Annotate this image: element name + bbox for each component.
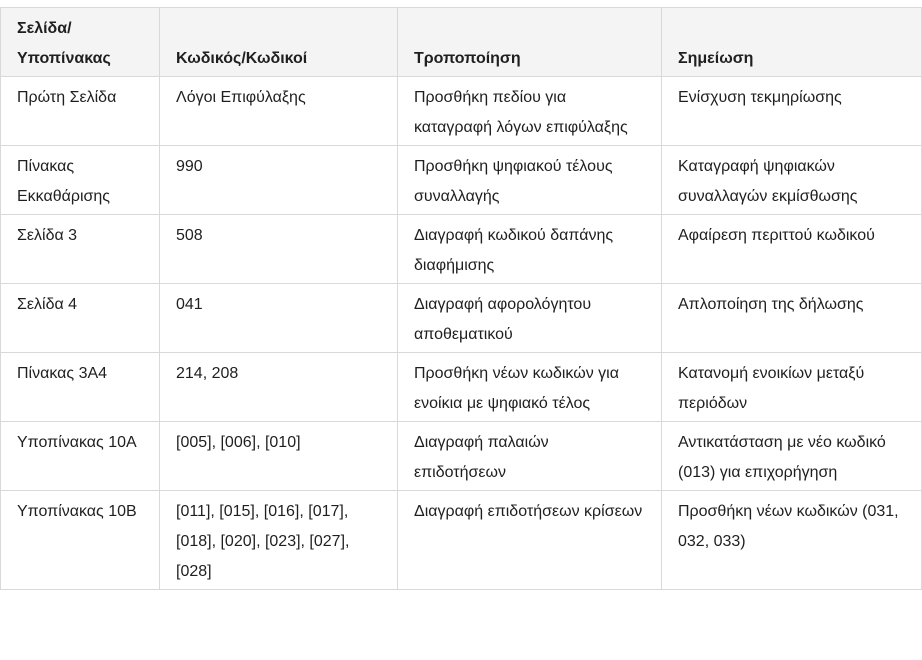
header-page-subtable: Σελίδα/ Υποπίνακας [1, 8, 160, 77]
table-row [1, 146, 922, 215]
cell-note: Αντικατάσταση με νέο κωδικό (013) για επιχορήγηση [662, 422, 922, 491]
cell-note: Προσθήκη νέων κωδικών (031, 032, 033) [662, 491, 922, 590]
cell-modification: Διαγραφή επιδοτήσεων κρίσεων [398, 491, 662, 590]
cell-note: Ενίσχυση τεκμηρίωσης [662, 77, 922, 146]
cell-codes: Λόγοι Επιφύλαξης [160, 77, 398, 146]
header-modification: Τροποποίηση [398, 8, 662, 77]
table-row [1, 77, 922, 146]
cell-codes: [011], [015], [016], [017], [018], [020], [023], [027], [028] [160, 491, 398, 590]
cell-page: Υποπίνακας 10Α [1, 422, 160, 491]
cell-note: Κατανομή ενοικίων μεταξύ περιόδων [662, 353, 922, 422]
cell-modification: Διαγραφή αφορολόγητου αποθεματικού [398, 284, 662, 353]
cell-note: Καταγραφή ψηφιακών συναλλαγών εκμίσθωσης [662, 146, 922, 215]
table-row [1, 284, 922, 353]
table-row [1, 215, 922, 284]
cell-page: Πίνακας 3Α4 [1, 353, 160, 422]
cell-codes: 214, 208 [160, 353, 398, 422]
header-codes: Κωδικός/Κωδικοί [160, 8, 398, 77]
cell-modification: Προσθήκη πεδίου για καταγραφή λόγων επιφύλαξης [398, 77, 662, 146]
cell-page: Πίνακας Εκκαθάρισης [1, 146, 160, 215]
cell-modification: Προσθήκη νέων κωδικών για ενοίκια με ψηφιακό τέλος [398, 353, 662, 422]
cell-codes: 508 [160, 215, 398, 284]
cell-page: Σελίδα 3 [1, 215, 160, 284]
table-header-row [1, 8, 922, 77]
cell-modification: Διαγραφή κωδικού δαπάνης διαφήμισης [398, 215, 662, 284]
cell-page: Υποπίνακας 10Β [1, 491, 160, 590]
cell-note: Απλοποίηση της δήλωσης [662, 284, 922, 353]
table-row [1, 422, 922, 491]
cell-codes: 990 [160, 146, 398, 215]
table-row [1, 353, 922, 422]
cell-page: Πρώτη Σελίδα [1, 77, 160, 146]
cell-note: Αφαίρεση περιττού κωδικού [662, 215, 922, 284]
cell-codes: [005], [006], [010] [160, 422, 398, 491]
cell-codes: 041 [160, 284, 398, 353]
cell-modification: Προσθήκη ψηφιακού τέλους συναλλαγής [398, 146, 662, 215]
cell-modification: Διαγραφή παλαιών επιδοτήσεων [398, 422, 662, 491]
header-note: Σημείωση [662, 8, 922, 77]
changes-table [0, 7, 922, 590]
cell-page: Σελίδα 4 [1, 284, 160, 353]
table-row [1, 491, 922, 590]
